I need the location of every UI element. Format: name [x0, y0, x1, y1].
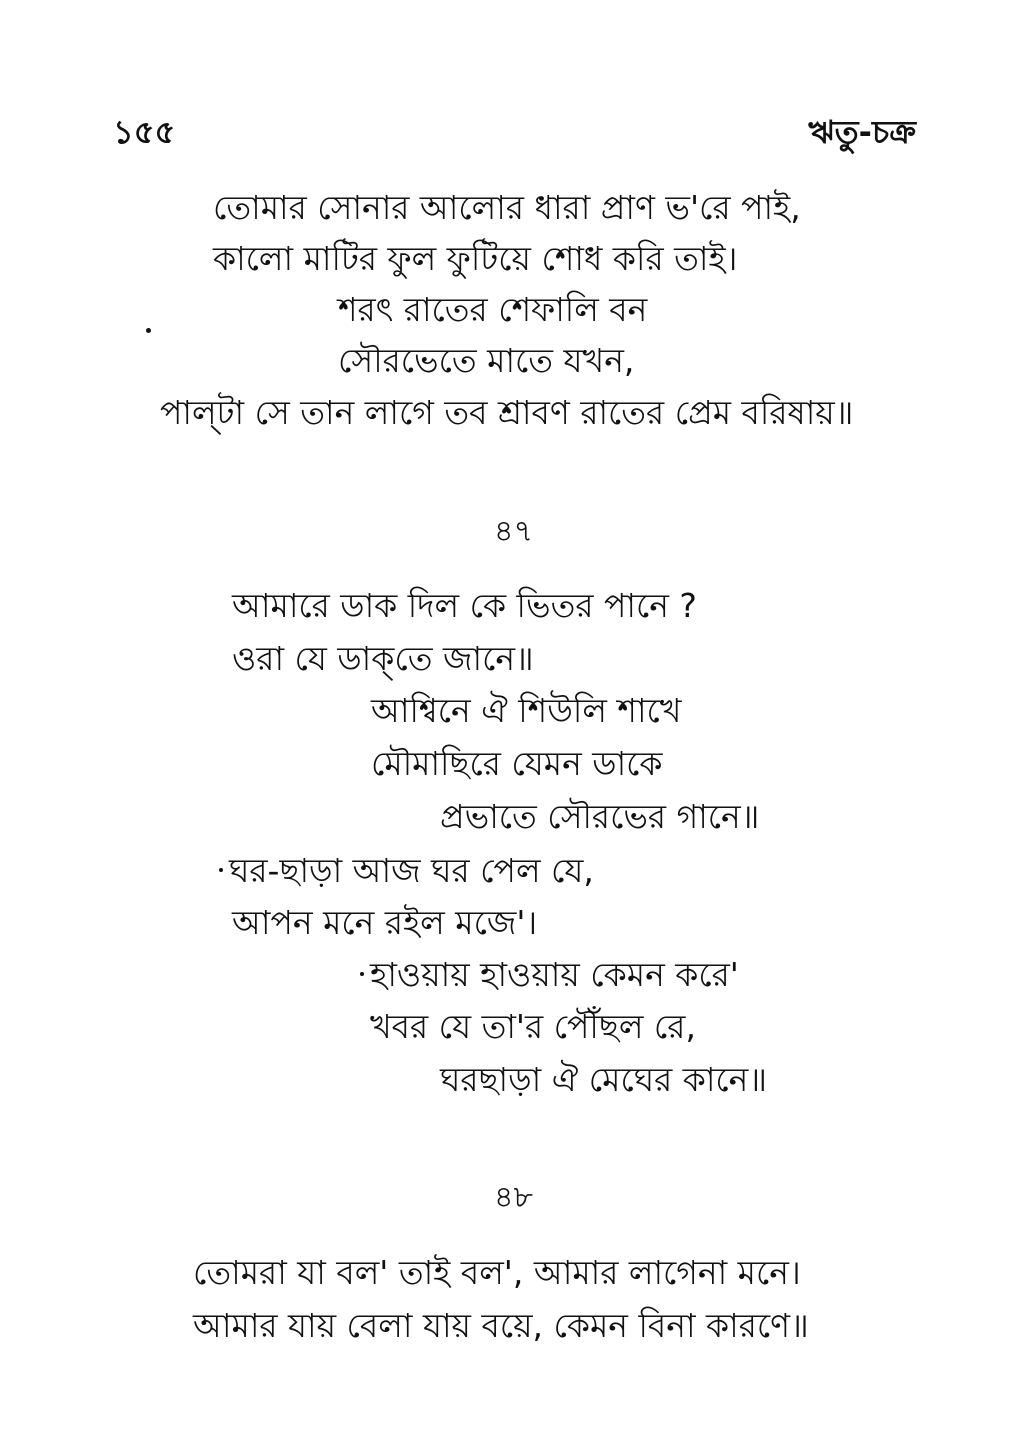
- verse-line: সৌরভেতে মাতে যখন,: [338, 341, 635, 380]
- verse-line: আমার যায় বেলা যায় বয়ে, কেমন বিনা কারণে॥: [193, 1306, 809, 1345]
- print-speck: [219, 868, 223, 872]
- verse-line: ওরা যে ডাক্‌তে জানে॥: [232, 639, 534, 678]
- verse-line: হাওয়ায় হাওয়ায় কেমন করে': [370, 955, 739, 994]
- print-speck: [360, 972, 364, 976]
- song-number: ৪৭: [494, 514, 533, 549]
- verse-line: আশ্বিনে ঐ শিউলি শাখে: [371, 691, 682, 730]
- verse-line: তোমার সোনার আলোর ধারা প্রাণ ভ'রে পাই,: [213, 188, 801, 227]
- verse-line: মৌমাছিরে যেমন ডাকে: [371, 744, 663, 783]
- verse-line: প্রভাতে সৌরভের গানে॥: [440, 797, 760, 836]
- verse-line: ঘরছাড়া ঐ মেঘের কানে॥: [440, 1060, 768, 1099]
- verse-line: আপন মনে রইল মজে'।: [232, 903, 538, 942]
- verse-line: আমারে ডাক দিল কে ভিতর পানে ?: [232, 586, 697, 625]
- verse-line: তোমরা যা বল' তাই বল', আমার লাগেনা মনে।: [193, 1253, 801, 1292]
- verse-line: পাল্‌টা সে তান লাগে তব শ্রাবণ রাতের প্রেম বরিষায়॥: [160, 393, 854, 432]
- verse-line: খবর যে তা'র পৌঁছল রে,: [370, 1007, 696, 1046]
- song-number: ৪৮: [494, 1180, 533, 1215]
- verse-line: ঘর-ছাড়া আজ ঘর পেল যে,: [229, 851, 594, 890]
- print-speck: [146, 328, 151, 333]
- page-number: ১৫৫: [113, 113, 176, 151]
- verse-line: কালো মাটির ফুল ফুটিয়ে শোধ করি তাই।: [213, 239, 738, 278]
- verse-line: শরৎ রাতের শেফালি বন: [338, 290, 648, 329]
- running-title: ঋতু-চক্র: [808, 113, 916, 151]
